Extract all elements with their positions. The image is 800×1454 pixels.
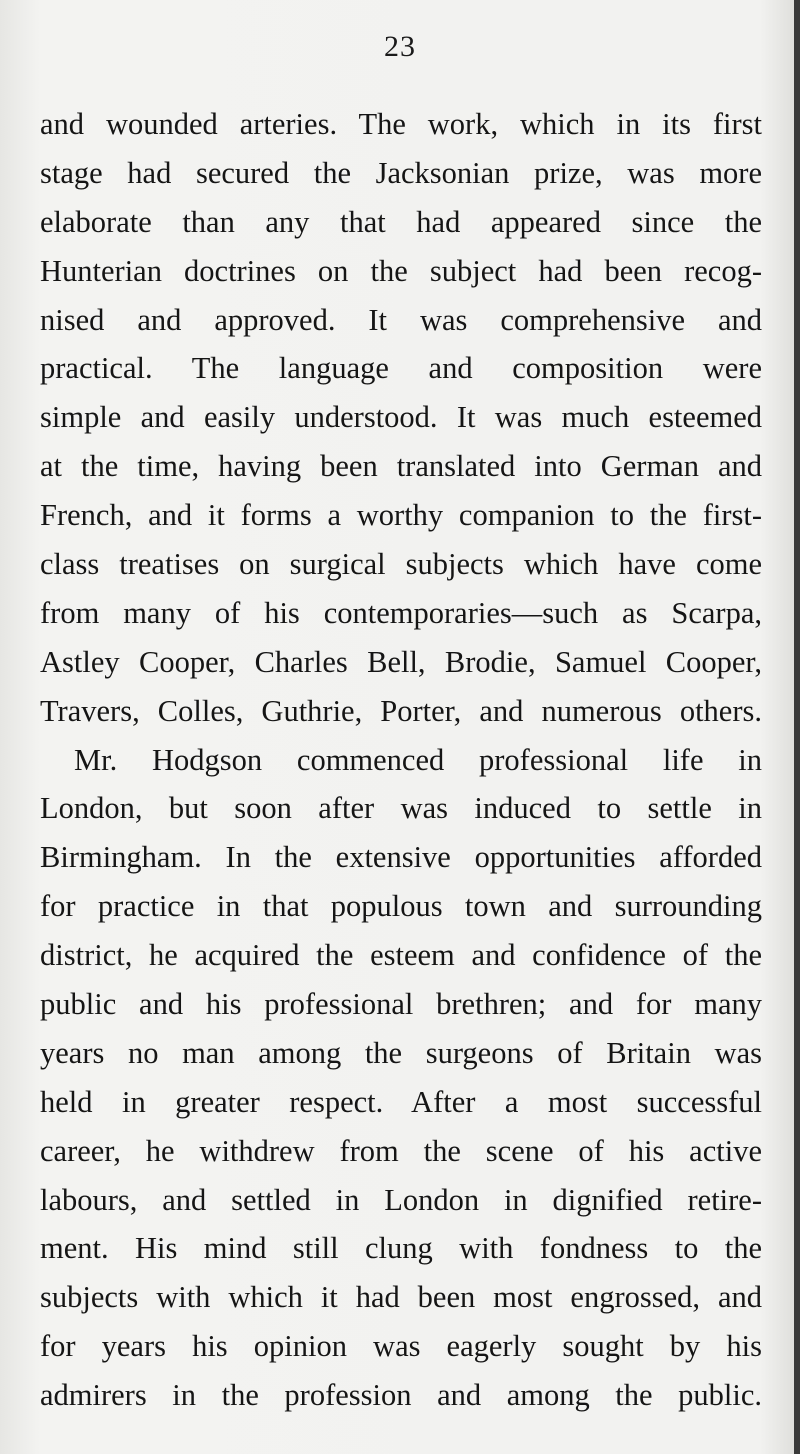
text-line: stage had secured the Jacksonian prize, was more — [40, 155, 762, 190]
page-number: 23 — [384, 30, 416, 63]
text-line: from many of his contemporaries—such as Scarpa, — [40, 595, 762, 630]
text-line: nised and approved. It was comprehensive and — [40, 302, 762, 337]
text-line: for practice in that populous town and surrounding — [40, 889, 762, 924]
text-line: held in greater respect. After a most successful — [40, 1084, 762, 1119]
text-line: French, and it forms a worthy companion to the first- — [40, 498, 762, 533]
text-line: public and his professional brethren; and for many — [40, 987, 762, 1022]
text-line: Hunterian doctrines on the subject had been recog- — [40, 253, 762, 288]
text-line: class treatises on surgical subjects which have come — [40, 547, 762, 582]
text-line: admirers in the profession and among the public. — [40, 1378, 762, 1413]
text-line: simple and easily understood. It was much esteemed — [40, 400, 762, 435]
text-line: district, he acquired the esteem and confidence of the — [40, 938, 762, 973]
text-line: practical. The language and composition were — [40, 351, 762, 386]
text-line: years no man among the surgeons of Britain was — [40, 1035, 762, 1070]
text-line: for years his opinion was eagerly sought by his — [40, 1329, 762, 1364]
text-line: Birmingham. In the extensive opportunities afforded — [40, 840, 762, 875]
text-line: Astley Cooper, Charles Bell, Brodie, Samuel Cooper, — [40, 644, 762, 679]
text-line: London, but soon after was induced to settle in — [40, 791, 762, 826]
text-line: subjects with which it had been most engrossed, and — [40, 1280, 762, 1315]
text-line: ment. His mind still clung with fondness to the — [40, 1231, 762, 1266]
text-line: Travers, Colles, Guthrie, Porter, and numerous others. — [40, 693, 762, 728]
text-line: and wounded arteries. The work, which in its first — [40, 107, 762, 141]
paragraph-start-line: Mr. Hodgson commenced professional life in — [74, 742, 762, 777]
text-line: at the time, having been translated into German and — [40, 449, 762, 484]
text-line: labours, and settled in London in dignified retire- — [40, 1182, 762, 1217]
page-edge-shadow — [794, 0, 800, 1454]
text-line: career, he withdrew from the scene of his active — [40, 1133, 762, 1168]
body-text — [40, 100, 762, 1420]
text-line: elaborate than any that had appeared since the — [40, 204, 762, 239]
